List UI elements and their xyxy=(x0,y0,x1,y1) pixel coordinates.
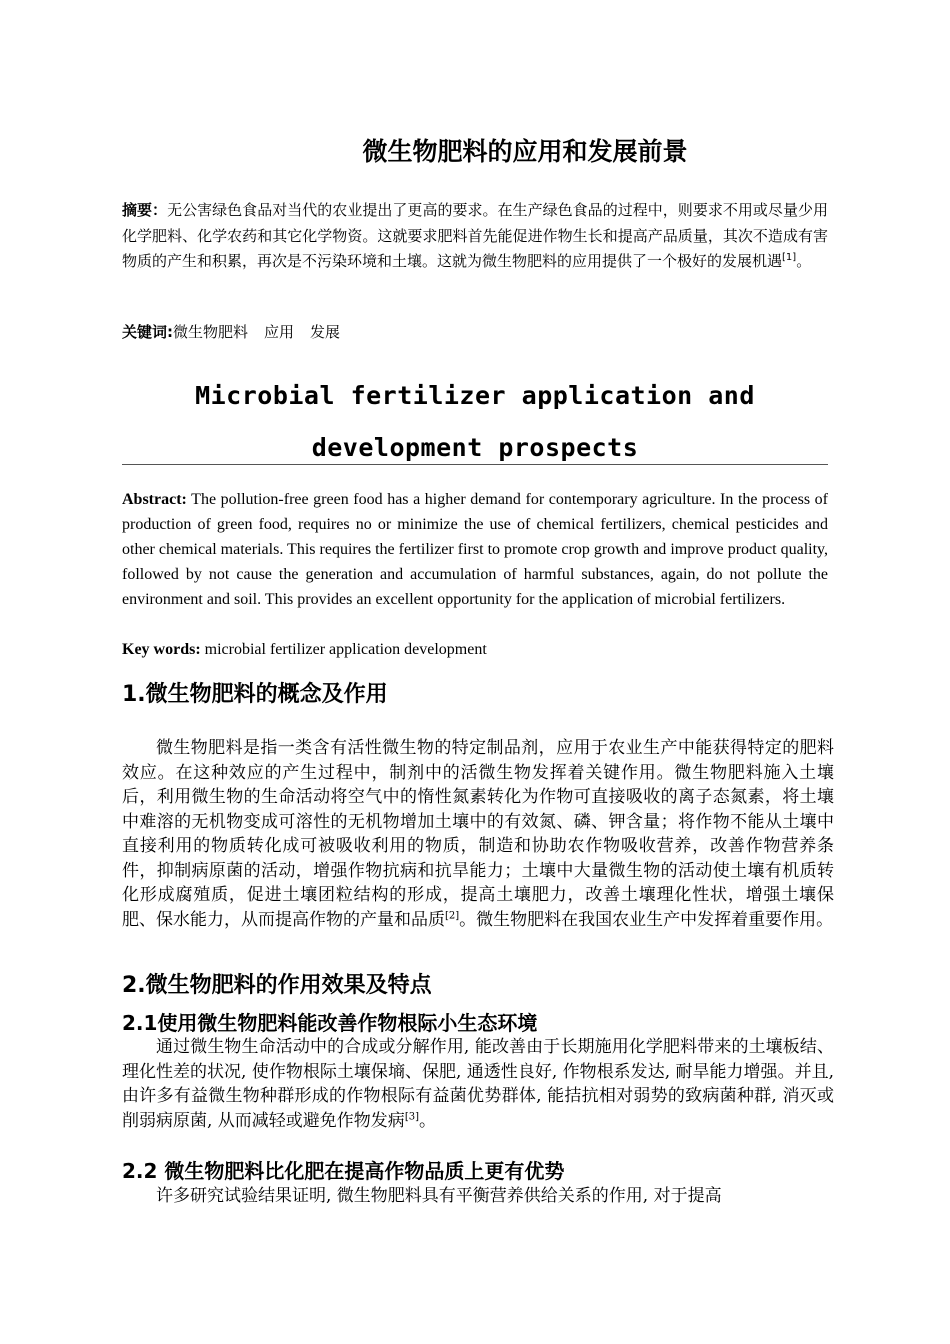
keywords-en-label: Key words: xyxy=(122,641,201,658)
section-2-1-heading: 2.1使用微生物肥料能改善作物根际小生态环境 xyxy=(122,1011,538,1035)
keyword-item: 应用 xyxy=(264,323,295,341)
title-english: Microbial fertilizer application and development prospects xyxy=(195,381,755,462)
section-1-heading: 1.微生物肥料的概念及作用 xyxy=(122,682,388,707)
abstract-cn-label: 摘要： xyxy=(122,201,168,219)
section-2-heading: 2.微生物肥料的作用效果及特点 xyxy=(122,973,432,998)
section-1-end: 。微生物肥料在我国农业生产中发挥着重要作用。 xyxy=(459,909,834,930)
citation-ref: [2] xyxy=(445,909,460,921)
title-divider xyxy=(122,464,828,465)
section-1-paragraph xyxy=(122,736,834,932)
keywords-cn-label: 关键词: xyxy=(122,323,173,341)
title-chinese: 微生物肥料的应用和发展前景 xyxy=(362,137,688,166)
abstract-en-label: Abstract: xyxy=(122,491,187,508)
section-1-text: 微生物肥料是指一类含有活性微生物的特定制品剂，应用于农业生产中能获得特定的肥料效应。在这种效应的产生过程中，制剂中的活微生物发挥着关键作用。微生物肥料施入土壤后，利用微生物的生命活动将空气中的惰性氮素转化为作物可直接吸收的离子态氮素，将土壤中难溶的无机物变成可溶性的无机物增加土壤中的有效氮、磷、钾含量；将作物不能从土壤中直接利用的物质转化成可被吸收利用的物质，制造和协助农作物吸收营养，改善作物营养条件，抑制病原菌的活动，增强作物抗病和抗旱能力；土壤中大量微生物的活动使土壤有机质转化形成腐殖质，促进土壤团粒结构的形成，提高土壤肥力，改善土壤理化性状，增强土壤保肥、保水能力，从而提高作物的产量和品质 xyxy=(122,738,834,930)
keywords-en-text: microbial fertilizer application development xyxy=(200,641,487,658)
citation-ref: [1] xyxy=(782,252,797,263)
keyword-item: 微生物肥料 xyxy=(173,323,249,341)
keywords-chinese xyxy=(122,321,828,343)
abstract-cn-text: 无公害绿色食品对当代的农业提出了更高的要求。在生产绿色食品的过程中，则要求不用或尽量少用化学肥料、化学农药和其它化学物资。这就要求肥料首先能促进作物生长和提高产品质量，其次不造成有害物质的产生和积累，再次是不污染环境和土壤。这就为微生物肥料的应用提供了一个极好的发展机遇 xyxy=(122,201,828,270)
section-2-2-heading: 2.2 微生物肥料比化肥在提高作物品质上更有优势 xyxy=(122,1159,565,1183)
abstract-cn-end: 。 xyxy=(796,252,812,270)
abstract-en-text: The pollution-free green food has a higher demand for contemporary agriculture. In the process of production of green food, requires no or minimize the use of chemical fertilizers, chemical pesticides and other chemical materials. This requires the fertilizer first to promote crop growth and improve product quality, followed by not cause the generation and accumulation of harmful substances, again, do not pollute the environment and soil. This provides an excellent opportunity for the application of microbial fertilizers. xyxy=(122,491,828,608)
citation-ref: [3] xyxy=(404,1110,419,1122)
abstract-english xyxy=(122,487,828,612)
section-2-1-paragraph xyxy=(122,1035,834,1133)
abstract-chinese xyxy=(122,198,828,275)
section-2-1-text: 通过微生物生命活动中的合成或分解作用, 能改善由于长期施用化学肥料带来的土壤板结、理化性差的状况, 使作物根际土壤保墒、保肥, 通透性良好, 作物根系发达, 耐旱能力增强。并且, 由许多有益微生物种群形成的作物根际有益菌优势群体, 能拮抗相对弱势的致病菌种群, 消灭或削弱病原菌, 从而减轻或避免作物发病 xyxy=(122,1037,834,1131)
section-2-1-end: 。 xyxy=(418,1110,436,1131)
section-2-2-paragraph: 许多研究试验结果证明, 微生物肥料具有平衡营养供给关系的作用, 对于提高 xyxy=(156,1186,722,1206)
keyword-item: 发展 xyxy=(310,323,341,341)
keywords-english xyxy=(122,637,828,662)
